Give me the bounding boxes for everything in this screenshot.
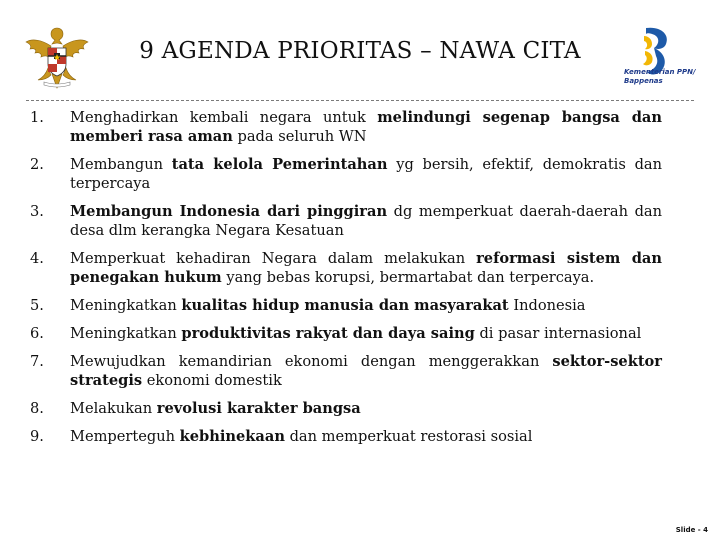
agenda-text	[70, 203, 662, 239]
agenda-text-part: Meningkatkan	[70, 297, 182, 314]
agenda-text	[70, 109, 662, 145]
agenda-item-2	[30, 155, 662, 193]
agenda-number: 4.	[30, 250, 44, 267]
agenda-item-8	[30, 399, 662, 418]
slide-number: Slide - 4	[675, 526, 708, 534]
logo-caption-line1: Kementerian PPN/	[624, 68, 696, 76]
agenda-text-part: yg bersih, efektif, demokratis dan terpercaya	[70, 156, 663, 192]
agenda-text-part: Mewujudkan kemandirian ekonomi dengan menggerakkan	[70, 353, 553, 370]
garuda-emblem-icon	[24, 22, 90, 92]
agenda-text-part: Menghadirkan kembali negara untuk	[70, 109, 378, 126]
agenda-emphasis: kualitas hidup manusia dan masyarakat	[181, 297, 509, 314]
agenda-text-part: Meningkatkan	[70, 325, 182, 342]
agenda-number: 5.	[30, 297, 44, 314]
agenda-number: 1.	[30, 109, 44, 126]
agenda-text-part: pada seluruh WN	[232, 128, 367, 145]
agenda-item-3	[30, 202, 662, 240]
agenda-number: 8.	[30, 400, 44, 417]
agenda-text	[70, 428, 532, 445]
agenda-text-part: Memperteguh	[70, 428, 180, 445]
agenda-text	[70, 156, 662, 192]
agenda-text-part: dan memperkuat restorasi sosial	[284, 428, 533, 445]
agenda-number: 9.	[30, 428, 44, 445]
agenda-emphasis: kebhinekaan	[179, 428, 285, 445]
agenda-emphasis: reformasi sistem dan penegakan hukum	[70, 250, 662, 286]
agenda-text	[70, 353, 662, 389]
agenda-item-7	[30, 352, 662, 390]
agenda-item-1	[30, 108, 662, 146]
agenda-text-part: ekonomi domestik	[142, 372, 282, 389]
agenda-text-part: Membangun	[70, 156, 172, 173]
agenda-text	[70, 250, 662, 286]
page-title: 9 AGENDA PRIORITAS – NAWA CITA	[139, 38, 581, 64]
agenda-number: 6.	[30, 325, 44, 342]
agenda-emphasis: produktivitas rakyat dan daya saing	[181, 325, 475, 342]
logo-caption-line2: Bappenas	[624, 77, 663, 85]
agenda-item-5	[30, 296, 662, 315]
agenda-item-4	[30, 249, 662, 287]
agenda-text-part: Memperkuat kehadiran Negara dalam melakukan	[70, 250, 477, 267]
agenda-number: 7.	[30, 353, 44, 370]
agenda-text-part: yang bebas korupsi, bermartabat dan terpercaya.	[221, 269, 595, 286]
logo-caption	[624, 68, 706, 86]
agenda-emphasis: Membangun Indonesia dari pinggiran	[70, 203, 388, 220]
agenda-text-part: Melakukan	[70, 400, 157, 417]
header-divider	[26, 100, 694, 101]
agenda-text-part: Indonesia	[508, 297, 586, 314]
agenda-number: 3.	[30, 203, 44, 220]
agenda-emphasis: tata kelola Pemerintahan	[171, 156, 388, 173]
agenda-emphasis: melindungi segenap bangsa dan memberi rasa aman	[70, 109, 662, 145]
agenda-text	[70, 325, 641, 342]
agenda-text-part: dg memperkuat daerah-daerah dan desa dlm kerangka Negara Kesatuan	[70, 203, 663, 239]
agenda-item-6	[30, 324, 662, 343]
agenda-item-9	[30, 427, 662, 446]
agenda-list	[30, 108, 662, 446]
agenda-text	[70, 400, 361, 417]
agenda-text	[70, 297, 586, 314]
agenda-number: 2.	[30, 156, 44, 173]
agenda-emphasis: sektor-sektor strategis	[70, 353, 662, 389]
agenda-text-part: di pasar internasional	[474, 325, 642, 342]
agenda-emphasis: revolusi karakter bangsa	[156, 400, 361, 417]
